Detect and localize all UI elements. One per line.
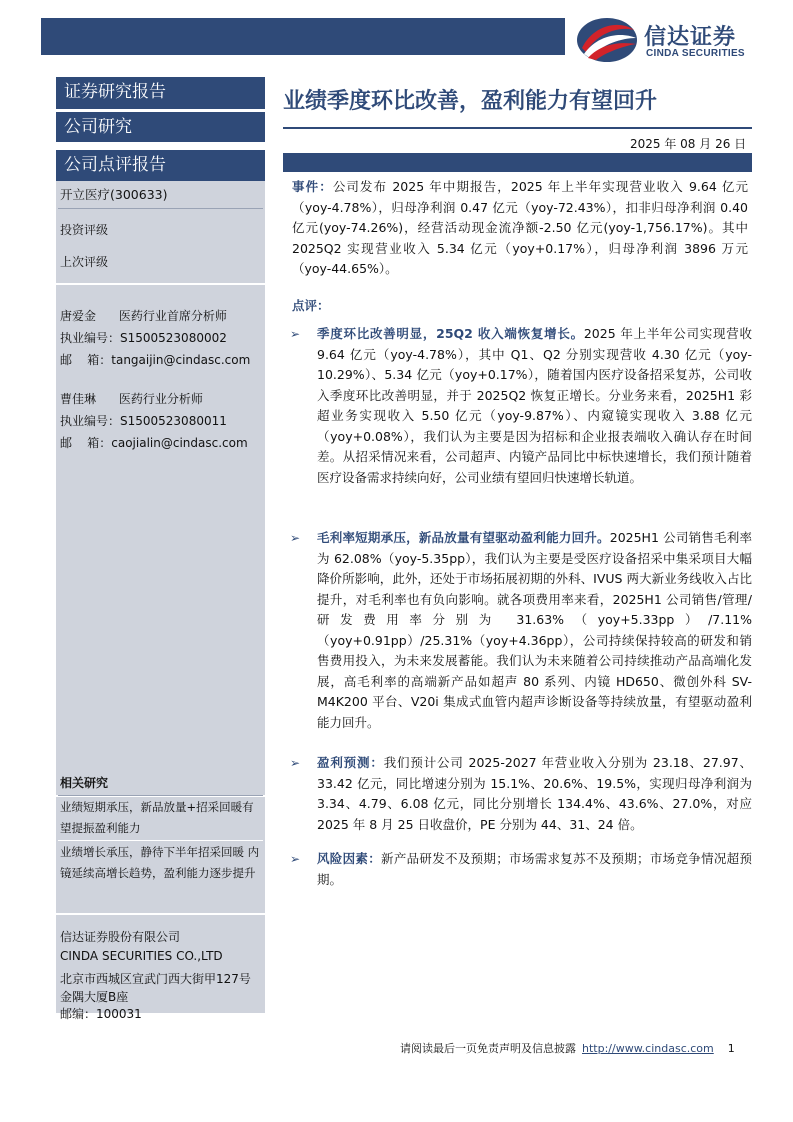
event-paragraph	[292, 177, 748, 280]
analyst-email[interactable]: 邮 箱：tangaijin@cindasc.com	[60, 353, 251, 367]
event-label: 事件：	[292, 179, 333, 194]
logo-mark-icon	[574, 14, 640, 64]
title-underline	[283, 127, 752, 129]
bullet-text: 2025 年上半年公司实现营收 9.64 亿元（yoy-4.78%），其中 Q1、Q2 分别实现营收 4.30 亿元（yoy-10.29%）、5.34 亿元（yoy+0.17%），随着国内医疗设备招采复苏，公司收入季度环比改善明显，并于 2025Q2 恢复正增长。分业务来看，2025H1 彩超业务实现收入 5.50 亿元（yoy-9.87%）、内窥镜实现收入 3.88 亿元（yoy+0.08%），我们认为主要是因为招标和企业报表端收入确认存在时间差。从招采情况来看，公司超声、内镜产品同比中标快速增长，我们预计随着医疗设备需求持续向好，公司业绩有望回归快速增长轨道。	[317, 326, 752, 485]
arrow-bullet-icon: ➢	[290, 327, 301, 341]
footer-disclaimer: 请阅读最后一页免责声明及信息披露	[400, 1042, 576, 1055]
report-subcategory: 公司点评报告	[56, 150, 265, 181]
page-footer	[400, 1040, 735, 1056]
arrow-bullet-icon: ➢	[290, 756, 301, 770]
divider	[58, 795, 263, 796]
related-report-link[interactable]: 业绩短期承压，新品放量+招采回暖有望提振盈利能力	[60, 800, 254, 835]
section-bar	[283, 153, 752, 172]
arrow-bullet-icon: ➢	[290, 531, 301, 545]
arrow-bullet-icon: ➢	[290, 852, 301, 866]
firm-address: 北京市西城区宣武门西大街甲127号金隅大厦B座	[60, 972, 251, 1004]
company-ticker: 开立医疗(300633)	[60, 187, 168, 202]
footer-url-link[interactable]: http://www.cindasc.com	[582, 1042, 714, 1055]
related-report-link[interactable]: 业绩增长承压，静待下半年招采回暖 内镜延续高增长趋势，盈利能力逐步提升	[60, 845, 260, 880]
divider	[56, 283, 265, 285]
bullet-item	[290, 849, 752, 890]
rating-label: 投资评级	[60, 223, 109, 237]
firm-name-en: CINDA SECURITIES CO.,LTD	[60, 949, 223, 963]
bullet-item	[290, 753, 752, 835]
firm-name-cn: 信达证券股份有限公司	[60, 930, 181, 944]
bullet-text: 我们预计公司 2025-2027 年营业收入分别为 23.18、27.97、33.42 亿元，同比增速分别为 15.1%、20.6%、19.5%，实现归母净利润为 3.34、4.79、6.08 亿元，同比分别增长 134.4%、43.6%、27.0%，对应 2025 年 8 月 25 日收盘价，PE 分别为 44、31、24 倍。	[317, 755, 752, 832]
analyst-license: 执业编号：S1500523080002	[60, 331, 227, 345]
cinda-logo	[574, 14, 774, 64]
page-title: 业绩季度环比改善，盈利能力有望回升	[283, 89, 658, 114]
event-text: 公司发布 2025 年中期报告，2025 年上半年实现营业收入 9.64 亿元（yoy-4.78%），归母净利润 0.47 亿元（yoy-72.43%），扣非归母净利润 0.40 亿元(yoy-74.26%)，经营活动现金流净额-2.50 亿元(yoy-1,756.17%)。其中 2025Q2 实现营业收入 5.34 亿元（yoy+0.17%），归母净利润 3896 万元（yoy-44.65%）。	[292, 179, 748, 276]
bullet-heading: 季度环比改善明显，25Q2 收入端恢复增长。	[317, 326, 584, 341]
bullet-heading: 风险因素：	[317, 851, 382, 866]
header-bar	[41, 18, 565, 55]
related-research-label: 相关研究	[60, 776, 109, 790]
logo-text-cn: 信达证券	[644, 25, 737, 50]
report-category: 公司研究	[56, 112, 265, 142]
divider	[58, 208, 263, 209]
analyst-license: 执业编号：S1500523080011	[60, 414, 227, 428]
logo-text-en: CINDA SECURITIES	[646, 48, 745, 59]
bullet-item	[290, 528, 752, 733]
bullet-text: 新产品研发不及预期；市场需求复苏不及预期；市场竞争情况超预期。	[317, 851, 752, 887]
page-number: 1	[727, 1042, 735, 1055]
firm-postcode: 邮编：100031	[60, 1007, 142, 1021]
bullet-heading: 毛利率短期承压，新品放量有望驱动盈利能力回升。	[317, 530, 610, 545]
divider	[56, 913, 265, 915]
prev-rating-label: 上次评级	[60, 255, 109, 269]
sidebar-panel	[56, 181, 265, 1021]
bullet-text: 2025H1 公司销售毛利率为 62.08%（yoy-5.35pp），我们认为主要是受医疗设备招采中集采项目大幅降价所影响，此外，还处于市场拓展初期的外科、IVUS 两大新业务线收入占比提升，对毛利率也有负向影响。就各项费用率来看，2025H1 公司销售/管理/研发费用率分别为 31.63%（yoy+5.33pp）/7.11%（yoy+0.91pp）/25.31%（yoy+4.36pp），公司持续保持较高的研发和销售费用投入，为未来发展蓄能。我们认为未来随着公司持续推动产品高端化发展，高毛利率的高端新产品如超声 80 系列、内镜 HD650、微创外科 SV-M4K200 平台、V20i 集成式血管内超声诊断设备等持续放量，有望驱动盈利能力回升。	[317, 530, 752, 730]
divider	[58, 840, 263, 841]
analyst-name: 唐爱金 医药行业首席分析师	[60, 309, 227, 323]
analyst-name: 曹佳琳 医药行业分析师	[60, 392, 203, 406]
bullet-heading: 盈利预测：	[317, 755, 384, 770]
comment-label: 点评：	[292, 298, 330, 313]
report-date: 2025 年 08 月 26 日	[630, 137, 747, 151]
report-type: 证券研究报告	[56, 77, 265, 109]
analyst-email[interactable]: 邮 箱：caojialin@cindasc.com	[60, 436, 248, 450]
sidebar	[56, 72, 265, 1021]
bullet-item	[290, 324, 752, 488]
